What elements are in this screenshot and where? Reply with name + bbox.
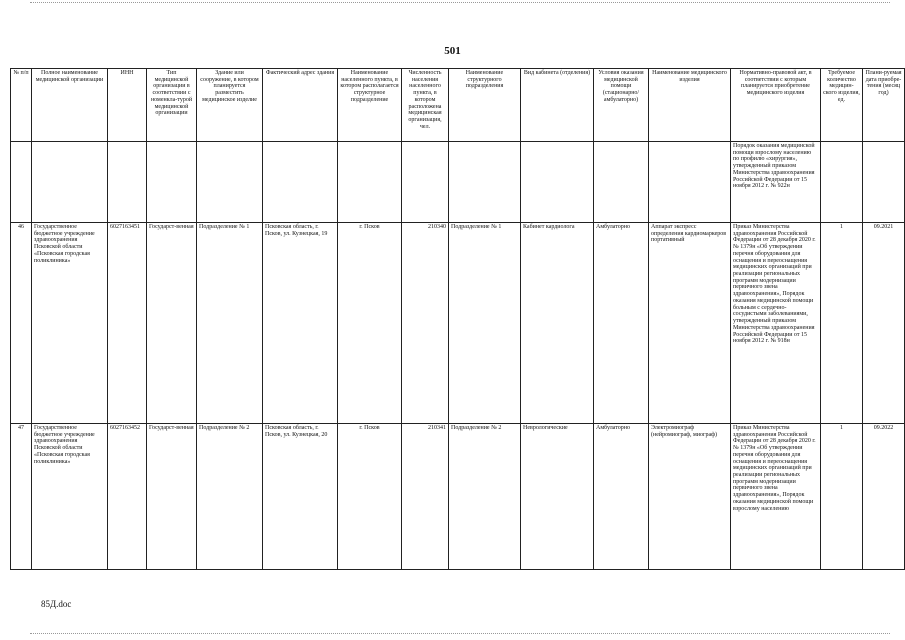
cell-org-type: Государст-венная <box>147 424 197 570</box>
cell-building: Подразделение № 2 <box>197 424 263 570</box>
cell-population: 210341 <box>402 424 449 570</box>
cell-locality: г. Псков <box>338 424 402 570</box>
col-header-date: Плани-руемая дата приобре-тения (месяц год) <box>863 69 905 142</box>
table-header-row <box>11 69 905 142</box>
cell-inn: 6027163451 <box>108 223 147 424</box>
cell-num: 47 <box>11 424 32 570</box>
cell-division: Подразделение № 2 <box>449 424 521 570</box>
empty-cell <box>338 142 402 223</box>
cell-address: Псковская область, г. Псков, ул. Кузнецкая, 19 <box>263 223 338 424</box>
table-row <box>11 424 905 570</box>
footer-file-label: 85Д.doc <box>41 599 72 609</box>
cell-population: 210340 <box>402 223 449 424</box>
empty-cell <box>263 142 338 223</box>
col-header-inn: ИНН <box>108 69 147 142</box>
cell-legal-act: Приказ Министерства здравоохранения Российской Федерации от 28 декабря 2020 г. № 1379н «Об утверждении перечня оборудования для оснащения и переоснащения медицинских организаций при реализации региональных программ модернизации первичного звена здравоохранения», Порядок оказания медицинской помощи взрослому населению <box>731 424 821 570</box>
cell-device: Электромиограф (нейромиограф, миограф) <box>649 424 731 570</box>
cell-org-name: Государственное бюджетное учреждение здравоохранения Псковской области «Псковская городская поликлиника» <box>32 223 108 424</box>
cell-address: Псковская область, г. Псков, ул. Кузнецкая, 20 <box>263 424 338 570</box>
col-header-legal-act: Нормативно-правовой акт, в соответствии с которым планируется приобретение медицинского изделия <box>731 69 821 142</box>
cell-division: Подразделение № 1 <box>449 223 521 424</box>
empty-cell <box>863 142 905 223</box>
top-scan-edge <box>30 2 890 3</box>
col-header-device: Наименование медицинского изделия <box>649 69 731 142</box>
col-header-address: Фактический адрес здания <box>263 69 338 142</box>
cell-cabinet: Неврологические <box>521 424 594 570</box>
cell-building: Подразделение № 1 <box>197 223 263 424</box>
col-header-cabinet: Вид кабинета (отделения) <box>521 69 594 142</box>
empty-cell <box>147 142 197 223</box>
bottom-scan-edge <box>30 633 890 634</box>
cell-legal-act: Порядок оказания медицинской помощи взрослому населению по профилю «хирургия», утвержденный приказом Министерства здравоохранения Российской Федерации от 15 ноября 2012 г. № 922н <box>731 142 821 223</box>
col-header-num: № п/п <box>11 69 32 142</box>
equipment-table <box>10 68 905 570</box>
cell-locality: г. Псков <box>338 223 402 424</box>
cell-cabinet: Кабинет кардиолога <box>521 223 594 424</box>
cell-inn: 6027163452 <box>108 424 147 570</box>
cell-quantity: 1 <box>821 424 863 570</box>
cell-num: 46 <box>11 223 32 424</box>
empty-cell <box>449 142 521 223</box>
col-header-quantity: Требуемое количество медицин-ского изделия, ед. <box>821 69 863 142</box>
empty-cell <box>821 142 863 223</box>
cell-date: 09.2022 <box>863 424 905 570</box>
empty-cell <box>594 142 649 223</box>
cell-org-name: Государственное бюджетное учреждение здравоохранения Псковской области «Псковская городская поликлиника» <box>32 424 108 570</box>
table-row <box>11 223 905 424</box>
col-header-locality: Наименование населенного пункта, в котором располагается структурное подразделение <box>338 69 402 142</box>
col-header-division: Наименование структурного подразделения <box>449 69 521 142</box>
empty-cell <box>32 142 108 223</box>
empty-cell <box>402 142 449 223</box>
cell-conditions: Амбулаторно <box>594 424 649 570</box>
empty-cell <box>197 142 263 223</box>
col-header-building: Здание или сооружение, в котором планируется разместить медицинское изделие <box>197 69 263 142</box>
cell-org-type: Государст-венная <box>147 223 197 424</box>
cell-legal-act: Приказ Министерства здравоохранения Российской Федерации от 28 декабря 2020 г. № 1379н «Об утверждении перечня оборудования для оснащения и переоснащения медицинских организаций при реализации региональных программ модернизации первичного звена здравоохранения», Порядок оказания медицинской помощи больным с сердечно-сосудистыми заболеваниями, утвержденный приказом Министерства здравоохранения Российской Федерации от 15 ноября 2012 г. № 918н <box>731 223 821 424</box>
empty-cell <box>11 142 32 223</box>
empty-cell <box>108 142 147 223</box>
empty-cell <box>521 142 594 223</box>
col-header-conditions: Условия оказания медицинской помощи (стационарно/ амбулаторно) <box>594 69 649 142</box>
cell-device: Аппарат экспресс определения кардиомаркеров портативный <box>649 223 731 424</box>
cell-quantity: 1 <box>821 223 863 424</box>
col-header-org-type: Тип медицинской организации в соответствии с номенкла-турой медицинской организации <box>147 69 197 142</box>
empty-cell <box>649 142 731 223</box>
page-number: 501 <box>444 45 461 57</box>
table-row-continuation <box>11 142 905 223</box>
cell-date: 09.2021 <box>863 223 905 424</box>
col-header-population: Численность населения населенного пункта, в котором расположена медицинская организация, чел. <box>402 69 449 142</box>
cell-conditions: Амбулаторно <box>594 223 649 424</box>
col-header-org-name: Полное наименование медицинской организации <box>32 69 108 142</box>
